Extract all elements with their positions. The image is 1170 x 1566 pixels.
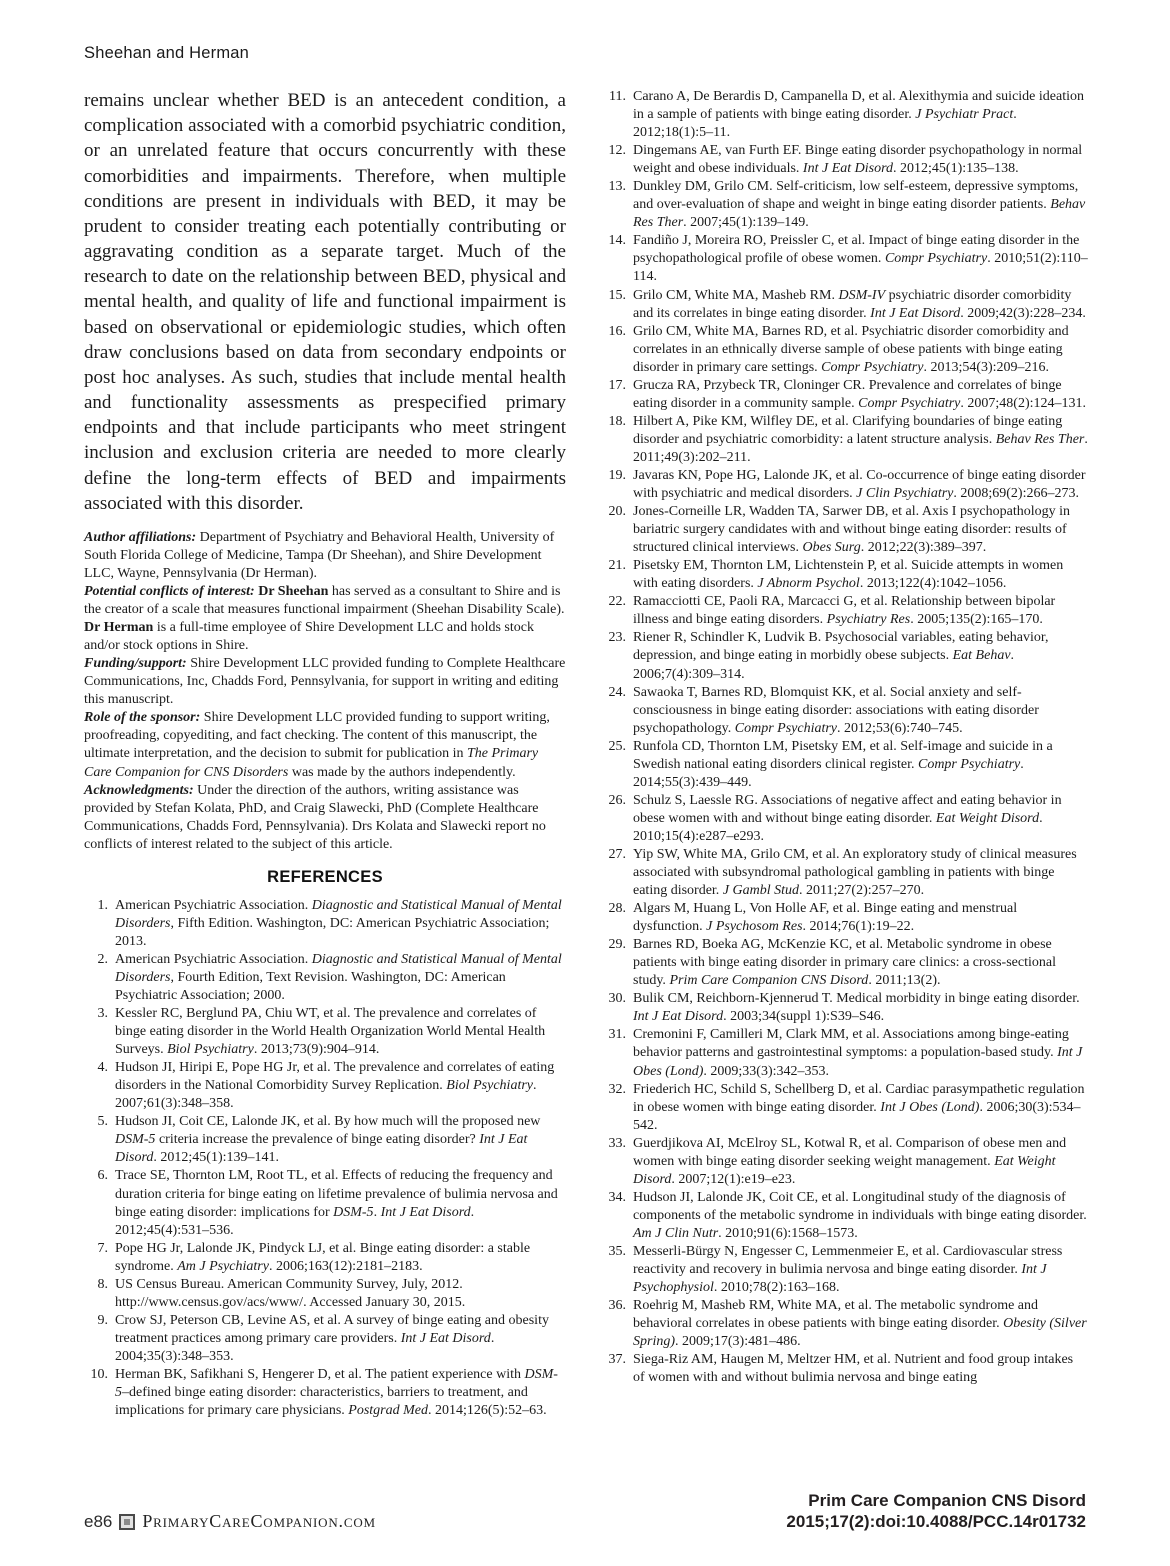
reference-text	[115, 897, 566, 951]
italic-text-run: Role of the sponsor:	[84, 710, 204, 726]
italic-text-run: Compr Psychiatry	[884, 251, 988, 267]
reference-item	[602, 413, 1088, 467]
reference-item	[602, 1351, 1088, 1387]
text-run: . 2013;73(9):904–914.	[253, 1042, 380, 1058]
italic-text-run: Diagnostic and Statistical Manual of Mental Disorders	[115, 951, 562, 985]
text-run: is a full-time employee of Shire Development LLC and holds stock and/or stock options in Shire.	[84, 620, 534, 654]
reference-item	[602, 557, 1088, 593]
italic-text-run: Eat Weight Disord	[633, 1153, 1056, 1187]
text-run: Sawaoka T, Barnes RD, Blomquist KK, et al. Social anxiety and self-consciousness in binge eating disorder: associations with eating disorder psychopathology.	[633, 684, 1039, 736]
italic-text-run: Obes Surg	[802, 540, 861, 556]
italic-text-run: J Psychiatr Pract	[915, 107, 1014, 123]
text-run: Ramacciotti CE, Paoli RA, Marcacci G, et al. Relationship between bipolar illness and binge eating disorders.	[633, 594, 1056, 628]
reference-number: 8.	[97, 1276, 108, 1292]
text-run: Yip SW, White MA, Grilo CM, et al. An exploratory study of clinical measures associated with subsyndromal pathological gambling in patients with binge eating disorder.	[633, 846, 1077, 899]
italic-text-run: Postgrad Med	[348, 1403, 428, 1419]
text-run: Shire Development LLC provided funding to Complete Healthcare Communications, Inc, Chadds Ford, Pennsylvania, for support in writing and editing this manuscript.	[84, 656, 566, 708]
text-run: Messerli-Bürgy N, Engesser C, Lemmenmeier E, et al. Cardiovascular stress reactivity and recovery in bulimia nervosa and binge eating disorder.	[633, 1244, 1063, 1278]
reference-number: 30.	[608, 991, 626, 1007]
note-acknowledgments	[84, 782, 566, 854]
italic-text-run: Acknowledgments:	[84, 782, 198, 798]
text-run: Bulik CM, Reichborn-Kjennerud T. Medical morbidity in binge eating disorder.	[633, 991, 1080, 1007]
reference-number: 3.	[97, 1006, 108, 1022]
text-run: . 2010;91(6):1568–1573.	[718, 1225, 858, 1241]
italic-text-run: Potential conflicts of interest:	[84, 584, 259, 600]
footer-journal-name: Prim Care Companion CNS Disord	[808, 1490, 1086, 1510]
reference-text	[633, 1026, 1088, 1080]
text-run: . 2012;22(3):389–397.	[860, 540, 987, 556]
reference-number: 1.	[97, 897, 108, 913]
reference-text	[633, 413, 1088, 467]
italic-text-run: Am J Clin Nutr	[633, 1225, 719, 1241]
text-run: Barnes RD, Boeka AG, McKenzie KC, et al. Metabolic syndrome in obese patients with binge eating disorder in primary care clinics: a cross-sectional study.	[633, 937, 1056, 989]
reference-item	[602, 629, 1088, 683]
text-run: . 2012;45(1):135–138.	[893, 161, 1019, 177]
reference-text	[633, 629, 1088, 683]
page-footer	[84, 1490, 1086, 1533]
reference-text	[115, 1312, 566, 1366]
text-run: . 2003;34(suppl 1):S39–S46.	[723, 1009, 885, 1025]
reference-text	[115, 1240, 566, 1276]
footer-left	[84, 1511, 376, 1532]
italic-text-run: Prim Care Companion CNS Disord	[669, 973, 869, 989]
reference-text	[633, 142, 1088, 178]
text-run: . 2010;78(2):163–168.	[713, 1280, 840, 1296]
reference-number: 4.	[97, 1060, 108, 1076]
text-run: . 2006;163(12):2181–2183.	[268, 1258, 423, 1274]
footer-citation	[786, 1490, 1086, 1533]
reference-text	[633, 593, 1088, 629]
text-run: was made by the authors independently.	[288, 764, 516, 780]
reference-text	[633, 684, 1088, 738]
references-list-right	[602, 88, 1088, 1387]
text-run: . 2011;13(2).	[868, 973, 941, 989]
left-column	[84, 88, 566, 1420]
reference-number: 23.	[608, 630, 626, 646]
italic-text-run: Biol Psychiatry	[446, 1078, 533, 1094]
reference-text	[633, 503, 1088, 557]
reference-number: 28.	[608, 901, 626, 917]
reference-text	[633, 88, 1088, 142]
text-run: . 2005;135(2):165–170.	[910, 612, 1043, 628]
text-run: Grilo CM, White MA, Masheb RM.	[633, 287, 839, 303]
reference-item	[602, 1081, 1088, 1135]
reference-text	[633, 1351, 1088, 1387]
text-run: Crow SJ, Peterson CB, Levine AS, et al. A survey of binge eating and obesity treatment practices among primary care providers.	[115, 1312, 549, 1346]
text-run: Pope HG Jr, Lalonde JK, Pindyck LJ, et al. Binge eating disorder: a stable syndrome.	[115, 1240, 531, 1274]
text-run: has served as a consultant to Shire and is the creator of a scale that measures functional impairment (Sheehan Disability Scale).	[84, 584, 565, 618]
reference-item	[602, 287, 1088, 323]
reference-number: 14.	[608, 233, 626, 249]
italic-text-run: Eat Weight Disord	[935, 810, 1040, 826]
italic-text-run: Biol Psychiatry	[167, 1042, 254, 1058]
reference-number: 11.	[609, 89, 626, 104]
reference-text	[115, 1366, 566, 1420]
reference-number: 12.	[608, 143, 626, 159]
text-run: Herman BK, Safikhani S, Hengerer D, et al. The patient experience with	[115, 1366, 525, 1382]
text-run: , Fourth Edition, Text Revision. Washington, DC: American Psychiatric Association; 2000.	[115, 969, 506, 1003]
reference-text	[633, 1081, 1088, 1135]
two-column-layout	[84, 88, 1086, 1420]
reference-number: 19.	[608, 467, 626, 483]
italic-text-run: Compr Psychiatry	[734, 720, 838, 736]
reference-item	[602, 1189, 1088, 1243]
text-run: Kessler RC, Berglund PA, Chiu WT, et al. The prevalence and correlates of binge eating disorder in the World Health Organization World Mental Health Surveys.	[115, 1006, 546, 1058]
text-run: Jones-Corneille LR, Wadden TA, Sarwer DB, et al. Axis I psychopathology in bariatric surgery candidates with and without binge eating disorder: results of structured clinical interviews.	[633, 504, 1071, 556]
note-role-of-sponsor	[84, 709, 566, 781]
text-run: . 2006;30(3):534–542.	[633, 1099, 1081, 1133]
reference-item	[84, 1167, 566, 1239]
reference-text	[115, 951, 566, 1005]
text-run: Javaras KN, Pope HG, Lalonde JK, et al. Co-occurrence of binge eating disorder with psychiatric and medical disorders.	[633, 467, 1086, 502]
text-run: . 2013;122(4):1042–1056.	[859, 576, 1007, 592]
reference-item	[84, 897, 566, 951]
italic-text-run: DSM-5	[115, 1132, 156, 1148]
text-run: Under the direction of the authors, writing assistance was provided by Stefan Kolata, PhD, and Craig Slawecki, PhD (Complete Healthcare Communications, Chadds Ford, Pennsylvania). Drs Kolata and Slawecki report no conflicts of interest related to the subject of this article.	[84, 782, 546, 852]
reference-item	[602, 990, 1088, 1026]
notes-section	[84, 529, 566, 854]
footer-doi: 2015;17(2):doi:10.4088/PCC.14r01732	[786, 1511, 1086, 1531]
italic-text-run: Compr Psychiatry	[917, 756, 1021, 772]
text-run: Algars M, Huang L, Von Holle AF, et al. Binge eating and menstrual dysfunction.	[633, 901, 1018, 935]
text-run: . 2012;45(1):139–141.	[153, 1150, 279, 1166]
text-run: Guerdjikova AI, McElroy SL, Kotwal R, et al. Comparison of obese men and women with binge eating disorder seeking weight management.	[633, 1135, 1067, 1169]
italic-text-run: J Gambl Stud	[722, 883, 800, 899]
text-run: . 2011;27(2):257–270.	[799, 883, 925, 899]
reference-item	[602, 1135, 1088, 1189]
reference-item	[84, 1276, 566, 1312]
reference-item	[602, 738, 1088, 792]
reference-text	[115, 1167, 566, 1239]
text-run: Dunkley DM, Grilo CM. Self-criticism, low self-esteem, depressive symptoms, and over-evaluation of shape and weight in binge eating disorder patients.	[633, 179, 1079, 213]
reference-item	[602, 142, 1088, 178]
reference-text	[633, 936, 1088, 990]
reference-number: 25.	[608, 738, 626, 754]
footer-site-url: PrimaryCareCompanion.com	[142, 1511, 376, 1531]
text-run: Hudson JI, Hiripi E, Pope HG Jr, et al. The prevalence and correlates of eating disorders in the National Comorbidity Survey Replication.	[115, 1060, 555, 1094]
italic-text-run: Int J Obes (Lond)	[633, 1045, 1083, 1079]
reference-item	[602, 593, 1088, 629]
reference-number: 22.	[608, 594, 626, 610]
italic-text-run: Int J Eat Disord	[633, 1009, 724, 1025]
text-run: . 2013;54(3):209–216.	[923, 359, 1050, 375]
italic-text-run: Int J Eat Disord	[115, 1132, 528, 1166]
text-run: American Psychiatric Association.	[115, 951, 312, 967]
italic-text-run: Int J Obes (Lond)	[880, 1099, 980, 1115]
reference-number: 34.	[608, 1189, 626, 1205]
note-author-affiliations	[84, 529, 566, 583]
reference-item	[84, 1005, 566, 1059]
italic-text-run: Author affiliations:	[84, 529, 200, 545]
reference-number: 27.	[608, 846, 626, 862]
reference-text	[633, 846, 1088, 900]
italic-text-run: Obesity (Silver Spring)	[633, 1316, 1087, 1350]
text-run: Riener R, Schindler K, Ludvik B. Psychosocial variables, eating behavior, depression, and binge eating in morbidly obese subjects.	[633, 630, 1049, 664]
italic-text-run: DSM-5	[333, 1204, 374, 1220]
reference-text	[115, 1276, 566, 1312]
text-run: . 2014;55(3):439–449.	[633, 756, 1024, 790]
reference-item	[602, 503, 1088, 557]
journal-square-icon	[119, 1514, 135, 1530]
reference-item	[602, 1243, 1088, 1297]
text-run: Hilbert A, Pike KM, Wilfley DE, et al. Clarifying boundaries of binge eating disorder and psychiatric comorbidity: a latent structure analysis.	[633, 413, 1063, 447]
reference-number: 2.	[97, 951, 108, 967]
reference-text	[633, 1189, 1088, 1243]
reference-number: 6.	[97, 1168, 108, 1184]
reference-number: 10.	[90, 1366, 108, 1382]
reference-item	[602, 792, 1088, 846]
reference-item	[84, 1113, 566, 1167]
text-run: Siega-Riz AM, Haugen M, Meltzer HM, et al. Nutrient and food group intakes of women with and without bulimia nervosa and binge eating	[633, 1352, 1074, 1386]
italic-text-run: Int J Eat Disord	[380, 1204, 471, 1220]
text-run: . 2009;33(3):342–353.	[703, 1063, 829, 1079]
italic-text-run: Psychiatry Res	[826, 612, 911, 628]
text-run: Roehrig M, Masheb RM, White MA, et al. The metabolic syndrome and behavioral correlates in obese patients with binge eating disorder.	[633, 1298, 1039, 1332]
text-run: . 2007;48(2):124–131.	[960, 395, 1086, 411]
italic-text-run: The Primary Care Companion for CNS Disorders	[84, 746, 539, 780]
reference-item	[602, 323, 1088, 377]
reference-number: 9.	[97, 1312, 108, 1328]
reference-text	[633, 557, 1088, 593]
reference-item	[84, 951, 566, 1005]
references-heading: REFERENCES	[267, 867, 383, 886]
note-funding-support	[84, 655, 566, 709]
text-run: criteria increase the prevalence of binge eating disorder?	[155, 1132, 480, 1148]
text-run: Fandiño J, Moreira RO, Preissler C, et al. Impact of binge eating disorder in the psychopathological profile of obese women.	[633, 233, 1080, 267]
text-run: .	[373, 1204, 381, 1220]
reference-item	[602, 684, 1088, 738]
right-column	[602, 88, 1088, 1420]
text-run: Pisetsky EM, Thornton LM, Lichtenstein P, et al. Suicide attempts in women with eating disorders.	[633, 558, 1064, 592]
reference-text	[115, 1059, 566, 1113]
reference-text	[633, 900, 1088, 936]
text-run: . 2012;18(1):5–11.	[633, 107, 1017, 141]
text-run: Carano A, De Berardis D, Campanella D, et al. Alexithymia and suicide ideation in a sample of patients with binge eating disorder.	[633, 89, 1084, 123]
reference-item	[602, 1026, 1088, 1080]
reference-item	[84, 1240, 566, 1276]
reference-item	[84, 1059, 566, 1113]
reference-text	[633, 377, 1088, 413]
italic-text-run: J Clin Psychiatry	[856, 486, 954, 502]
text-run: Grucza RA, Przybeck TR, Cloninger CR. Prevalence and correlates of binge eating disorder in a community sample.	[633, 377, 1062, 411]
text-run: Schulz S, Laessle RG. Associations of negative affect and eating behavior in obese women with and without binge eating disorder.	[633, 792, 1062, 826]
text-run: . 2012;53(6):740–745.	[837, 720, 963, 736]
reference-item	[84, 1312, 566, 1366]
reference-number: 32.	[608, 1081, 626, 1097]
reference-number: 35.	[608, 1244, 626, 1259]
reference-item	[602, 377, 1088, 413]
reference-text	[633, 792, 1088, 846]
italic-text-run: Behav Res Ther	[995, 431, 1085, 447]
text-run: . 2010;51(2):110–114.	[633, 251, 1088, 285]
references-list-left	[84, 897, 566, 1420]
reference-text	[633, 990, 1088, 1026]
reference-number: 13.	[608, 179, 626, 195]
reference-text	[633, 323, 1088, 377]
italic-text-run: Int J Psychophysiol	[633, 1262, 1047, 1296]
text-run: . 2008;69(2):266–273.	[953, 486, 1079, 502]
text-run: . 2010;15(4):e287–e293.	[633, 810, 1043, 844]
reference-item	[602, 467, 1088, 503]
text-run: . 2009;17(3):481–486.	[675, 1334, 801, 1350]
italic-text-run: J Psychosom Res	[706, 919, 803, 935]
reference-number: 31.	[608, 1027, 626, 1043]
reference-text	[115, 1113, 566, 1167]
reference-text	[633, 1243, 1088, 1297]
italic-text-run: DSM-5	[115, 1366, 558, 1401]
reference-number: 36.	[608, 1298, 626, 1314]
reference-number: 7.	[97, 1240, 108, 1256]
reference-number: 24.	[608, 684, 626, 700]
italic-text-run: DSM-IV	[838, 287, 886, 303]
reference-number: 16.	[608, 323, 626, 339]
reference-number: 20.	[608, 504, 626, 520]
reference-number: 15.	[608, 287, 626, 303]
reference-text	[633, 178, 1088, 232]
page-number: e86	[84, 1511, 113, 1531]
reference-number: 37.	[608, 1352, 626, 1368]
italic-text-run: Am J Psychiatry	[177, 1258, 269, 1274]
reference-number: 33.	[608, 1135, 626, 1151]
reference-text	[633, 467, 1088, 503]
text-run: . 2014;76(1):19–22.	[802, 919, 915, 935]
reference-item	[602, 936, 1088, 990]
italic-text-run: Int J Eat Disord	[400, 1330, 491, 1346]
reference-text	[633, 232, 1088, 286]
text-run: Hudson JI, Coit CE, Lalonde JK, et al. By how much will the proposed new	[115, 1114, 541, 1130]
text-run: psychiatric disorder comorbidity and its correlates in binge eating disorder.	[633, 287, 1072, 321]
text-run: Grilo CM, White MA, Barnes RD, et al. Psychiatric disorder comorbidity and correlates in an ethnically diverse sample of obese patients with binge eating disorder in primary care settings.	[633, 323, 1069, 375]
reference-item	[602, 178, 1088, 232]
text-run: . 2007;45(1):139–149.	[683, 215, 809, 231]
reference-item	[602, 232, 1088, 286]
text-run: . 2009;42(3):228–234.	[960, 305, 1086, 321]
italic-text-run: Funding/support:	[84, 656, 191, 672]
text-run: –defined binge eating disorder: characteristics, barriers to treatment, and implications for primary care physicians.	[115, 1385, 528, 1419]
italic-text-run: Compr Psychiatry	[858, 395, 961, 411]
reference-text	[633, 1297, 1088, 1351]
italic-text-run: J Abnorm Psychol	[757, 576, 860, 592]
text-run: . 2014;126(5):52–63.	[427, 1403, 547, 1419]
note-conflicts-of-interest	[84, 583, 566, 655]
reference-item	[602, 900, 1088, 936]
reference-item	[602, 846, 1088, 900]
text-run: US Census Bureau. American Community Survey, July, 2012. http://www.census.gov/acs/www/. Accessed January 30, 2015.	[115, 1276, 466, 1310]
text-run: Department of Psychiatry and Behavioral Health, University of South Florida College of Medicine, Tampa (Dr Sheehan), and Shire Development LLC, Wayne, Pennsylvania (Dr Herman).	[84, 529, 555, 582]
reference-number: 18.	[608, 413, 626, 429]
text-run: Shire Development LLC provided funding to support writing, proofreading, copyediting, and fact checking. The content of this manuscript, the ultimate interpretation, and the decision to submit for publication in	[84, 710, 550, 762]
text-run: . 2007;12(1):e19–e23.	[671, 1171, 796, 1187]
text-run: . 2004;35(3):348–353.	[115, 1330, 495, 1364]
reference-text	[633, 738, 1088, 792]
text-run: , Fifth Edition. Washington, DC: American Psychiatric Association; 2013.	[115, 915, 550, 949]
reference-text	[633, 1135, 1088, 1189]
reference-item	[84, 1366, 566, 1420]
reference-number: 17.	[608, 377, 626, 393]
text-run: Dr Herman	[84, 620, 154, 636]
text-run: Trace SE, Thornton LM, Root TL, et al. Effects of reducing the frequency and duration criteria for binge eating on lifetime prevalence of bulimia nervosa and binge eating disorder: implications for	[115, 1168, 558, 1220]
text-run: Cremonini F, Camilleri M, Clark MM, et al. Associations among binge-eating behavior patterns and gastrointestinal symptoms: a population-based study.	[633, 1027, 1069, 1061]
body-paragraph: remains unclear whether BED is an antecedent condition, a complication associated with a comorbid psychiatric condition, or an unrelated feature that occurs concurrently with these comorbidities and impairments. Therefore, when multiple conditions are present in individuals with BED, it may be prudent to consider treating each potentially contributing or aggravating condition as a separate target. Much of the research to date on the relationship between BED, physical and mental health, and quality of life and functional impairment is based on observational or epidemiologic studies, which often draw conclusions based on data from secondary endpoints or post hoc analyses. As such, studies that include mental health and functionality assessments as prespecified primary endpoints and that include participants who meet stringent inclusion and exclusion criteria are needed to more clearly define the long-term effects of BED and impairments associated with this disorder.	[84, 90, 566, 514]
reference-item	[602, 88, 1088, 142]
text-run: Friederich HC, Schild S, Schellberg D, et al. Cardiac parasympathetic regulation in obese women with binge eating disorder.	[633, 1081, 1085, 1115]
running-head: Sheehan and Herman	[84, 44, 250, 62]
text-run: . 2007;61(3):348–358.	[115, 1078, 537, 1112]
reference-number: 26.	[608, 792, 626, 808]
italic-text-run: Behav Res Ther	[633, 197, 1086, 231]
text-run: American Psychiatric Association.	[115, 897, 312, 913]
text-run: . 2012;45(4):531–536.	[115, 1204, 475, 1238]
reference-text	[633, 287, 1088, 323]
reference-number: 21.	[608, 558, 626, 574]
text-run: Runfola CD, Thornton LM, Pisetsky EM, et al. Self-image and suicide in a Swedish national eating disorders clinical register.	[633, 738, 1053, 772]
text-run: . 2006;7(4):309–314.	[633, 648, 1015, 682]
text-run: Dr Sheehan	[258, 584, 329, 600]
reference-number: 5.	[97, 1114, 108, 1130]
italic-text-run: Int J Eat Disord	[802, 161, 894, 177]
italic-text-run: Diagnostic and Statistical Manual of Mental Disorders	[115, 897, 562, 931]
text-run: . 2011;49(3):202–211.	[633, 431, 1088, 465]
italic-text-run: Int J Eat Disord	[870, 305, 961, 321]
reference-text	[115, 1005, 566, 1059]
italic-text-run: Eat Behav	[952, 648, 1011, 664]
reference-item	[602, 1297, 1088, 1351]
italic-text-run: Compr Psychiatry	[821, 359, 924, 375]
reference-number: 29.	[608, 937, 626, 953]
text-run: Dingemans AE, van Furth EF. Binge eating disorder psychopathology in normal weight and obese individuals.	[633, 143, 1083, 177]
text-run: Hudson JI, Lalonde JK, Coit CE, et al. Longitudinal study of the diagnosis of components of the metabolic syndrome in individuals with binge eating disorder.	[633, 1189, 1087, 1223]
